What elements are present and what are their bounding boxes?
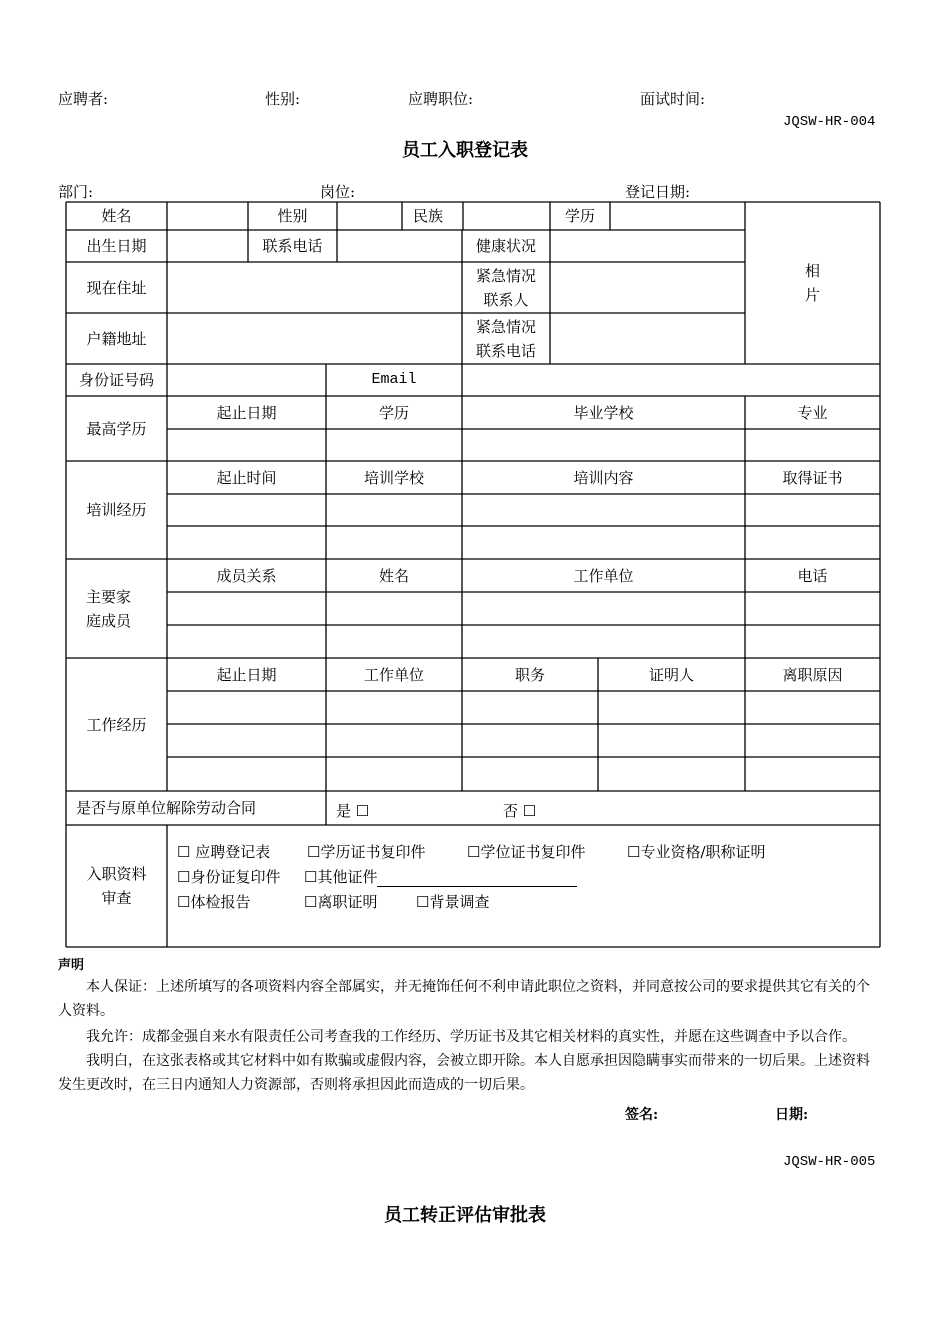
family-header-employer: 工作单位	[573, 566, 634, 585]
work-header-dates: 起止日期	[216, 665, 277, 684]
edu-header-major: 专业	[797, 403, 828, 422]
doc-background-check-checkbox[interactable]: ☐背景调查	[416, 893, 490, 911]
review-label-line2: 审查	[101, 889, 132, 907]
review-label-line1: 入职资料	[86, 865, 147, 883]
emergency-contact-line1: 紧急情况	[475, 266, 536, 285]
email-label: Email	[371, 371, 417, 388]
doc-other-label: ☐其他证件	[304, 868, 378, 886]
form-title: 员工入职登记表	[402, 140, 528, 161]
next-form-code: JQSW-HR-005	[783, 1154, 876, 1170]
emergency-contact-label	[462, 262, 550, 313]
train-header-school: 培训学校	[363, 468, 424, 487]
train-header-certificate: 取得证书	[782, 468, 843, 487]
gender-label: 性别:	[265, 90, 301, 108]
signature-label: 签名:	[625, 1107, 659, 1123]
doc-other-checkbox[interactable]	[304, 866, 577, 887]
name-label: 姓名	[101, 207, 132, 225]
doc-application-form-checkbox[interactable]: ☐ 应聘登记表	[177, 843, 271, 861]
hukou-label: 户籍地址	[86, 329, 147, 348]
work-header-reference: 证明人	[648, 665, 694, 684]
review-label	[66, 825, 167, 947]
next-form-title: 员工转正评估审批表	[384, 1205, 546, 1226]
training-label: 培训经历	[86, 501, 147, 519]
birth-label: 出生日期	[86, 237, 147, 255]
family-label-line1: 主要家	[86, 587, 132, 606]
address-label: 现在住址	[86, 278, 147, 297]
work-header-title: 职务	[514, 665, 545, 684]
family-header-relation: 成员关系	[216, 566, 277, 585]
dept-label: 部门:	[58, 183, 94, 201]
doc-id-copy-checkbox[interactable]: ☐身份证复印件	[177, 868, 281, 886]
declaration-p3: 我明白，在这张表格或其它材料中如有欺骗或虚假内容，会被立即开除。本人自愿承担因隐瞒事实而带来的一切后果。上述资料发生更改时，在三日内通知人力资源部，否则将承担因此而造成的一切后果。	[58, 1053, 870, 1093]
photo-label-1: 相	[804, 262, 820, 280]
work-header-employer: 工作单位	[363, 665, 424, 684]
sign-date-label: 日期:	[775, 1107, 809, 1123]
emergency-phone-line1: 紧急情况	[475, 317, 536, 336]
photo-label-2: 片	[804, 286, 820, 304]
photo-box	[745, 202, 880, 364]
doc-medical-checkbox[interactable]: ☐体检报告	[177, 893, 251, 911]
emergency-phone-label	[462, 313, 550, 364]
edu-header-school: 毕业学校	[573, 403, 634, 422]
family-label	[66, 559, 167, 658]
education-label: 学历	[564, 207, 595, 225]
top-education-label: 最高学历	[86, 419, 147, 438]
work-header-leave-reason: 离职原因	[782, 665, 843, 684]
contract-no-checkbox[interactable]: 否 ☐	[503, 802, 537, 820]
train-header-content: 培训内容	[573, 468, 634, 487]
family-header-name: 姓名	[378, 566, 409, 585]
declaration-p1: 本人保证：上述所填写的各项资料内容全部属实，并无掩饰任何不利申请此职位之资料，并同意按公司的要求提供其它有关的个人资料。	[58, 979, 870, 1019]
contract-yes-checkbox[interactable]: 是 ☐	[336, 802, 370, 820]
emergency-phone-line2: 联系电话	[475, 341, 536, 360]
applicant-label: 应聘者:	[58, 90, 109, 108]
declaration-p2: 我允许：成都金强自来水有限责任公司考查我的工作经历、学历证书及其它相关材料的真实性，并愿在这些调查中予以合作。	[86, 1029, 856, 1045]
family-header-phone: 电话	[797, 566, 828, 585]
phone-label: 联系电话	[262, 237, 323, 255]
gender-cell-label: 性别	[277, 207, 308, 225]
train-header-dates: 起止时间	[216, 468, 277, 487]
contract-label: 是否与原单位解除劳动合同	[76, 799, 257, 817]
doc-other-underline[interactable]	[377, 870, 577, 887]
doc-resignation-checkbox[interactable]: ☐离职证明	[304, 893, 378, 911]
id-number-label: 身份证号码	[78, 371, 154, 389]
post-label: 岗位:	[320, 183, 356, 201]
health-label: 健康状况	[475, 237, 536, 255]
edu-header-dates: 起止日期	[216, 403, 277, 422]
interview-time-label: 面试时间:	[640, 90, 706, 108]
declaration-title: 声明	[58, 958, 85, 973]
work-history-label: 工作经历	[86, 715, 147, 734]
family-label-line2: 庭成员	[86, 611, 132, 630]
emergency-contact-line2: 联系人	[483, 290, 529, 309]
position-label: 应聘职位:	[408, 90, 474, 108]
edu-header-degree: 学历	[378, 403, 409, 422]
ethnicity-label: 民族	[412, 207, 443, 225]
reg-date-label: 登记日期:	[625, 183, 691, 201]
doc-degree-copy-checkbox[interactable]: ☐学位证书复印件	[467, 843, 586, 861]
form-code: JQSW-HR-004	[783, 114, 876, 130]
doc-qualification-checkbox[interactable]: ☐专业资格/职称证明	[627, 843, 766, 861]
doc-diploma-copy-checkbox[interactable]: ☐学历证书复印件	[307, 843, 426, 861]
